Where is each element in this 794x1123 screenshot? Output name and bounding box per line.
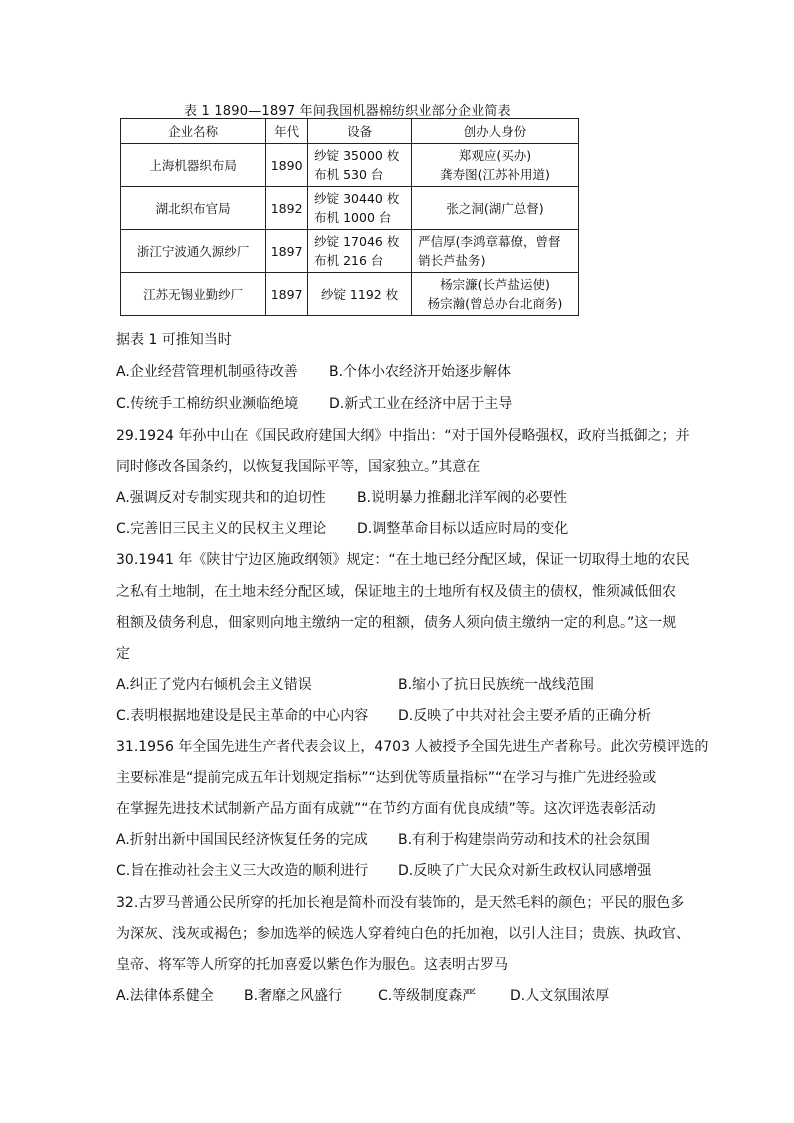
enterprise-equipment [308,230,412,273]
question-32-option-b: B.奢靡之风盛行 [244,988,343,1004]
question-32-option-d: D.人文氛围浓厚 [510,988,610,1004]
equipment-line: 布机 530 台 [314,167,384,182]
enterprise-founder [412,273,579,316]
equipment-line: 纱锭 35000 枚 [314,148,400,163]
question-29-option-c: C.完善旧三民主义的民权主义理论 [116,521,327,537]
question-31-stem-line: 在掌握先进技术试制新产品方面有成就”“在节约方面有优良成绩”等。这次评选表彰活动 [116,801,656,817]
enterprise-name: 上海机器织布局 [121,144,266,187]
question-31-option-a: A.折射出新中国国民经济恢复任务的完成 [116,832,368,848]
enterprise-name: 江苏无锡业勤纱厂 [121,273,266,316]
equipment-line: 纱锭 17046 枚 [314,234,400,249]
question-32-stem-line: 32.古罗马普通公民所穿的托加长袍是简朴而没有装饰的，是天然毛料的颜色；平民的服色多 [116,895,685,911]
question-29-stem-line: 同时修改各国条约，以恢复我国际平等，国家独立。”其意在 [116,459,481,475]
equipment-line: 纱锭 1192 枚 [320,286,399,302]
enterprise-equipment [308,273,412,316]
question-30-stem-line: 租额及债务利息，佃家则向地主缴纳一定的租额，债务人须向债主缴纳一定的利息。”这一规 [116,615,677,631]
founder-line: 杨宗濂(长芦盐运使) [440,277,550,292]
enterprise-founder [412,187,579,230]
founder-line: 严信厚(李鸿章幕僚，曾督 [418,234,561,249]
question-30-stem-line: 30.1941 年《陕甘宁边区施政纲领》规定：“在土地已经分配区域，保证一切取得土地的农民 [116,552,690,568]
enterprise-founder [412,230,579,273]
question-30-option-c: C.表明根据地建设是民主革命的中心内容 [116,708,369,724]
question-30-stem-line: 之私有土地制，在土地未经分配区域，保证地主的土地所有权及债主的债权，惟须减低佃农 [116,584,676,600]
column-header: 创办人身份 [412,119,579,144]
question-32-option-a: A.法律体系健全 [116,988,214,1004]
question-29-option-a: A.强调反对专制实现共和的迫切性 [116,490,326,506]
enterprise-year: 1897 [266,230,308,273]
enterprise-name: 浙江宁波通久源纱厂 [121,230,266,273]
question-29-stem-line: 29.1924 年孙中山在《国民政府建国大纲》中指出：“对于国外侵略强权，政府当抵御之；并 [116,428,690,444]
table-row [121,144,579,187]
question-30-option-b: B.缩小了抗日民族统一战线范围 [398,677,595,693]
question-28-option-d: D.新式工业在经济中居于主导 [329,396,513,412]
question-30-option-a: A.纠正了党内右倾机会主义错误 [116,677,312,693]
question-30-option-d: D.反映了中共对社会主要矛盾的正确分析 [398,708,652,724]
column-header: 年代 [266,119,308,144]
table-header-row [121,119,579,144]
table-title: 表 1 1890—1897 年间我国机器棉纺织业部分企业简表 [184,104,511,119]
equipment-line: 纱锭 30440 枚 [314,191,400,206]
table-row [121,187,579,230]
table-row [121,230,579,273]
enterprise-founder [412,144,579,187]
question-30-stem-line: 定 [116,646,130,662]
enterprise-year: 1890 [266,144,308,187]
question-31-option-d: D.反映了广大民众对新生政权认同感增强 [398,863,652,879]
enterprise-name: 湖北织布官局 [121,187,266,230]
enterprise-year: 1897 [266,273,308,316]
enterprise-equipment [308,144,412,187]
equipment-line: 布机 216 台 [314,253,384,268]
column-header: 企业名称 [121,119,266,144]
question-32-stem-line: 皇帝、将军等人所穿的托加喜爱以紫色作为服色。这表明古罗马 [116,957,508,973]
question-28-stem: 据表 1 可推知当时 [116,332,232,348]
question-31-stem-line: 主要标准是“提前完成五年计划规定指标”“达到优等质量指标”“在学习与推广先进经验或 [116,770,657,786]
founder-line: 张之洞(湖广总督) [446,200,544,216]
founder-line: 郑观应(买办) [458,148,532,163]
question-32-stem-line: 为深灰、浅灰或褐色；参加选举的候选人穿着纯白色的托加袍，以引人注目；贵族、执政官、 [116,926,690,942]
question-31-option-c: C.旨在推动社会主义三大改造的顺利进行 [116,863,369,879]
question-31-option-b: B.有利于构建崇尚劳动和技术的社会氛围 [398,832,651,848]
question-29-option-d: D.调整革命目标以适应时局的变化 [357,521,569,537]
column-header: 设备 [308,119,412,144]
founder-line: 杨宗瀚(曾总办台北商务) [427,296,563,311]
enterprise-table [120,118,579,316]
question-32-option-c: C.等级制度森严 [378,988,477,1004]
question-28-option-a: A.企业经营管理机制亟待改善 [116,364,298,380]
question-28-option-b: B.个体小农经济开始逐步解体 [329,364,512,380]
table-row [121,273,579,316]
founder-line: 龚寿图(江苏补用道) [440,167,550,182]
question-28-option-c: C.传统手工棉纺织业濒临绝境 [116,396,299,412]
enterprise-year: 1892 [266,187,308,230]
equipment-line: 布机 1000 台 [314,210,392,225]
question-31-stem-line: 31.1956 年全国先进生产者代表会议上，4703 人被授予全国先进生产者称号。此次劳模评选的 [116,739,709,755]
founder-line: 销长芦盐务) [418,253,486,268]
question-29-option-b: B.说明暴力推翻北洋军阀的必要性 [357,490,568,506]
enterprise-equipment [308,187,412,230]
